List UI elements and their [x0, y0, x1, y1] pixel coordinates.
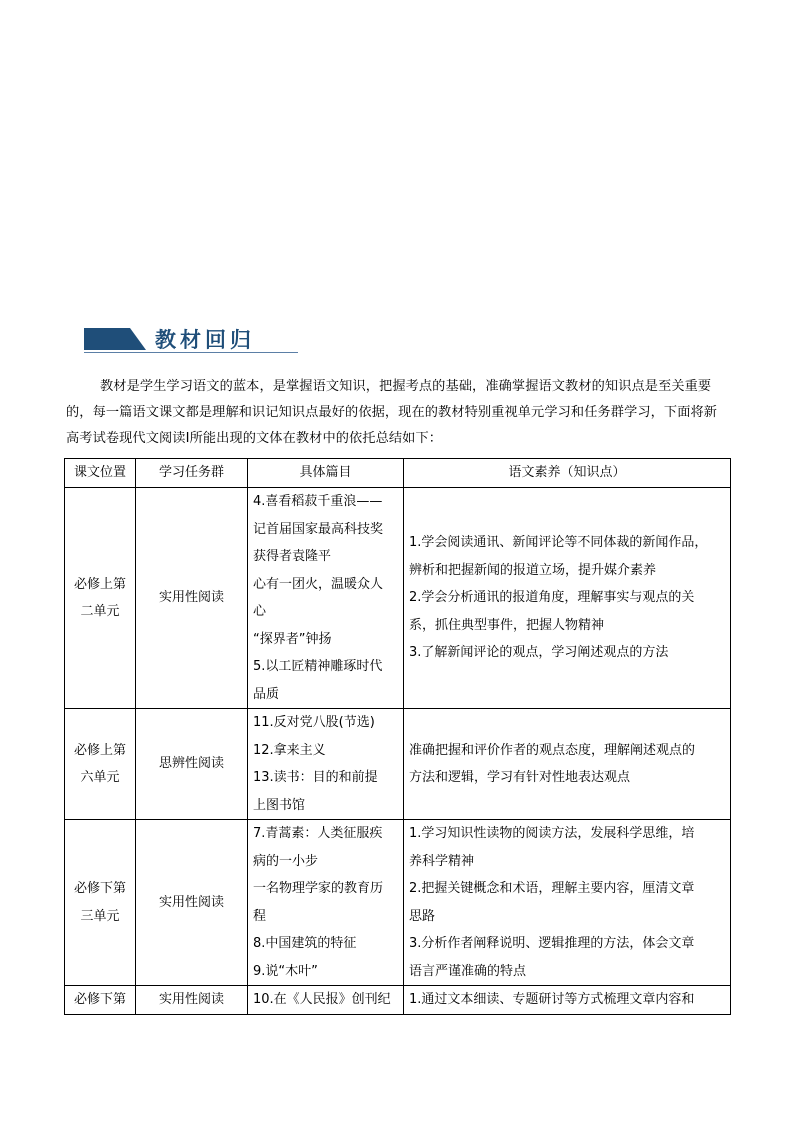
intro-text: 教材是学生学习语文的蓝本，是掌握语文知识，把握考点的基础，准确掌握语文教材的知识点是至关重要的，每一篇语文课文都是理解和识记知识点最好的依据，现在的教材特别重视单元学习和任务群学习，下面将新高考试卷现代文阅读Ⅰ所能出现的文体在教材中的依托总结如下： [66, 379, 718, 446]
cell-task-group: 实用性阅读 [136, 488, 248, 709]
cell-skills: 1.通过文本细读、专题研讨等方式梳理文章内容和 [404, 986, 731, 1015]
table-row [65, 820, 731, 986]
cell-titles: 11.反对党八股(节选) 12.拿来主义 13.读书：目的和前提 上图书馆 [248, 709, 404, 820]
cell-task-group: 实用性阅读 [136, 820, 248, 986]
cell-task-group: 思辨性阅读 [136, 709, 248, 820]
cell-position: 必修下第 [65, 986, 136, 1015]
cell-position: 必修下第 三单元 [65, 820, 136, 986]
cell-position: 必修上第 二单元 [65, 488, 136, 709]
cell-task-group: 实用性阅读 [136, 986, 248, 1015]
cell-position: 必修上第 六单元 [65, 709, 136, 820]
header-task-group: 学习任务群 [136, 459, 248, 488]
header-skills: 语文素养（知识点） [404, 459, 731, 488]
intro-paragraph [66, 374, 730, 452]
cell-titles: 10.在《人民报》创刊纪 [248, 986, 404, 1015]
cell-titles: 7.青蒿素：人类征服疾 病的一小步 一名物理学家的教育历 程 8.中国建筑的特征 9.说“木叶” [248, 820, 404, 986]
cell-titles: 4.喜看稻菽千重浪—— 记首届国家最高科技奖 获得者袁隆平 心有一团火，温暖众人 心 “探界者”钟扬 5.以工匠精神雕琢时代 品质 [248, 488, 404, 709]
cell-skills: 1.学会阅读通讯、新闻评论等不同体裁的新闻作品， 辨析和把握新闻的报道立场，提升媒介素养 2.学会分析通讯的报道角度，理解事实与观点的关 系，抓住典型事件，把握人物精神 3.了解新闻评论的观点，学习阐述观点的方法 [404, 488, 731, 709]
cell-skills: 准确把握和评价作者的观点态度，理解阐述观点的 方法和逻辑，学习有针对性地表达观点 [404, 709, 731, 820]
section-title: 教材回归 [155, 327, 255, 352]
section-header [84, 322, 298, 356]
cell-skills: 1.学习知识性读物的阅读方法，发展科学思维，培 养科学精神 2.把握关键概念和术语，理解主要内容，厘清文章 思路 3.分析作者阐释说明、逻辑推理的方法，体会文章 语言严谨准确的特点 [404, 820, 731, 986]
table-row [65, 709, 731, 820]
knowledge-table [64, 458, 731, 1015]
table-row [65, 488, 731, 709]
table-row [65, 986, 731, 1015]
header-titles: 具体篇目 [248, 459, 404, 488]
table-header-row [65, 459, 731, 488]
section-banner-icon [84, 328, 146, 350]
section-underline [84, 352, 298, 353]
header-position: 课文位置 [65, 459, 136, 488]
